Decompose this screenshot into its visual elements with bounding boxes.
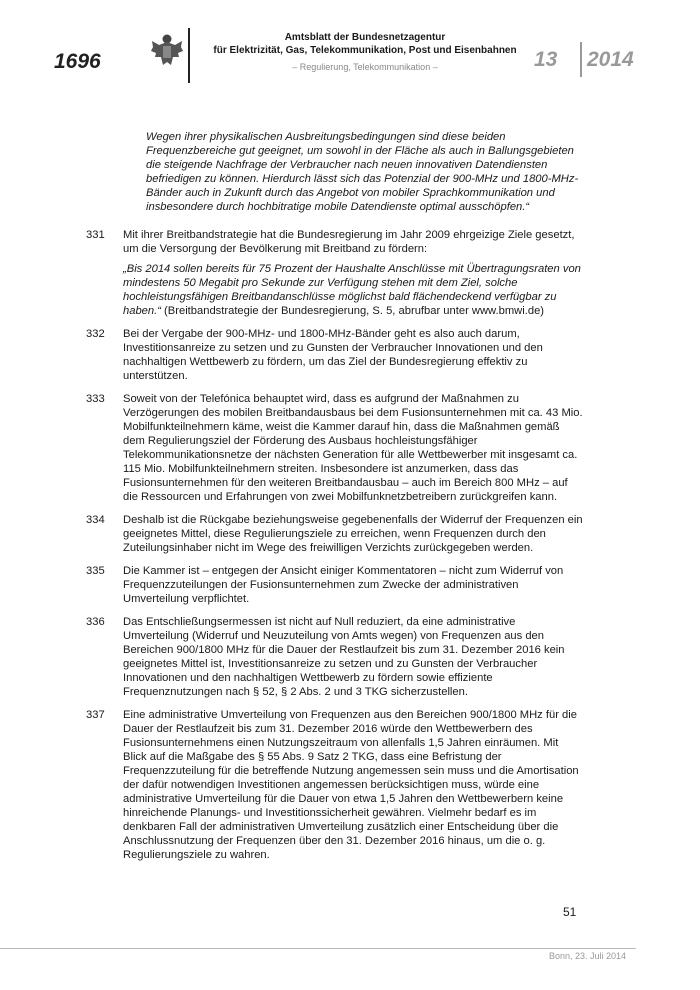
page-header (0, 0, 700, 100)
quote-block: Wegen ihrer physikalischen Ausbreitungsbedingungen sind diese beiden Frequenzbereiche gut geeignet, um sowohl in der Fläche als auch in Ballungsgebieten die steigende Nachfrage der Verbraucher nach neuen innovativen Datendiensten befriedigen zu können. Hierdurch lässt sich das Potenzial der 900-MHz und 1800-MHz-Bänder auch in Zukunft durch das Angebot von mobiler Sprachkommunikation und insbesondere durch hochbitratige mobile Datendienste optimal ausschöpfen.“ (146, 131, 579, 213)
strategy-quote-source: (Breitbandstrategie der Bundesregierung, S. 5, abrufbar unter www.bmwi.de) (160, 305, 545, 317)
paragraph-text: Mit ihrer Breitbandstrategie hat die Bundesregierung im Jahr 2009 ehrgeizige Ziele gesetzt, um die Versorgung der Bevölkerung mit Breitband zu fördern: (123, 229, 575, 255)
header-divider (188, 28, 190, 83)
issue-year: 2014 (587, 48, 634, 71)
paragraph-text: Das Entschließungsermessen ist nicht auf Null reduziert, da eine administrative Umverteilung (Widerruf und Neuzuteilung von Amts wegen) von Frequenzen aus den Bereichen 900/1800 MHz für die Dauer der Restlaufzeit bis zum 31. Dezember 2016 kein geeignetes Mittel ist, Investitionsanreize zu setzen und zu Gunsten der Verbraucher Innovationen und den nachhaltigen Wettbewerb zu fördern sowie effiziente Frequenznutzungen nach § 52, § 2 Abs. 2 und 3 TKG sicherzustellen. (123, 616, 565, 698)
paragraph-334 (86, 513, 584, 555)
paragraph-text: Eine administrative Umverteilung von Frequenzen aus den Bereichen 900/1800 MHz für die Dauer der Restlaufzeit bis zum 31. Dezember 2016 würde den Wettbewerbern des Fusionsunternehmens einen Nutzungszeitraum von allenfalls 1,5 Jahren einräumen. Mit Blick auf die Maßgabe des § 55 Abs. 9 Satz 2 TKG, dass eine Befristung der Frequenzzuteilung für die betreffende Nutzung angemessen sein muss und die Amortisation der dafür notwendigen Investitionen angemessen berücksichtigen muss, würde eine administrative Umverteilung für die Dauer von etwa 1,5 Jahren den Wettbewerbern keine hinreichende Planungs- und Investitionssicherheit gewähren. Vielmehr bedarf es im denkbaren Fall der administrativen Umverteilung zusätzlich einer Entscheidung über die Anschlussnutzung der Frequenzen über den 31. Dezember 2016 hinaus, um die o. g. Regulierungsziele zu wahren. (123, 709, 579, 861)
paragraph-number: 336 (86, 616, 105, 628)
paragraph-332 (86, 327, 584, 383)
paragraph-336 (86, 615, 584, 699)
paragraph-text: Soweit von der Telefónica behauptet wird, dass es aufgrund der Maßnahmen zu Verzögerungen des mobilen Breitbandausbaus bei dem Fusionsunternehmen mit ca. 43 Mio. Mobilfunkteilnehmern käme, weist die Kammer darauf hin, dass die Maßnahmen gemäß dem Regulierungsziel der Förderung des Ausbaus hochleistungsfähiger Telekommunikationsnetze der nächsten Generation für alle Wettbewerber mit insgesamt ca. 115 Mio. Mobilfunkteilnehmern streiten. Insbesondere ist anzumerken, dass das Fusionsunternehmen für den weiteren Breitbandausbau – auch im Bereich 800 MHz – auf die Ressourcen und Erfahrungen von zwei Mobilfunknetzbetreibern zurückgreifen kann. (123, 393, 583, 503)
paragraph-number: 333 (86, 393, 105, 405)
paragraph-number: 332 (86, 328, 105, 340)
paragraph-331 (86, 228, 584, 318)
paragraph-text: Bei der Vergabe der 900-MHz- und 1800-MHz-Bänder geht es also auch darum, Investitionsanreize zu setzen und zu Gunsten der Verbraucher Innovationen und den nachhaltigen Wettbewerb zu fördern, um das Ziel der Bundesregierung effektiv zu unterstützen. (123, 328, 543, 382)
paragraph-text: Die Kammer ist – entgegen der Ansicht einiger Kommentatoren – nicht zum Widerruf von Frequenzzuteilungen der Fusionsunternehmen zum Zwecke der administrativen Umverteilung verpflichtet. (123, 565, 564, 605)
paragraph-number: 331 (86, 229, 105, 241)
strategy-quote-text: „Bis 2014 sollen bereits für 75 Prozent der Haushalte Anschlüsse mit Übertragungsraten von mindestens 50 Megabit pro Sekunde zur Verfügung stehen mit dem Ziel, solche hochleistungsfähigen Breitbandanschlüsse möglichst bald flächendeckend verfügbar zu haben.“ (123, 263, 581, 317)
publication-title: Amtsblatt der Bundesnetzagentur für Elektrizität, Gas, Telekommunikation, Post und Eisenbahnen (213, 32, 517, 56)
paragraph-number: 337 (86, 709, 105, 721)
issue-number: 13 (534, 48, 558, 71)
gazette-page-number: 1696 (54, 50, 101, 73)
paragraph-335 (86, 564, 584, 606)
issue-divider (580, 42, 582, 77)
paragraph-333 (86, 392, 584, 504)
federal-eagle-icon (150, 32, 184, 68)
paragraph-text: Deshalb ist die Rückgabe beziehungsweise gegebenenfalls der Widerruf der Frequenzen ein geeignetes Mittel, diese Regulierungsziele zu erreichen, wenn Frequenzen durch den Zuteilungsinhaber nicht im Wege des freiwilligen Verzichts zurückgegeben werden. (123, 514, 583, 554)
footer-date: Bonn, 23. Juli 2014 (549, 951, 627, 961)
footer-page-number: 51 (563, 905, 577, 919)
publication-subtitle: – Regulierung, Telekommunikation – (292, 62, 438, 72)
footer-divider (0, 948, 636, 949)
document-body (86, 130, 584, 871)
paragraph-337 (86, 708, 584, 862)
strategy-quote (123, 262, 584, 318)
paragraph-number: 335 (86, 565, 105, 577)
paragraph-number: 334 (86, 514, 105, 526)
